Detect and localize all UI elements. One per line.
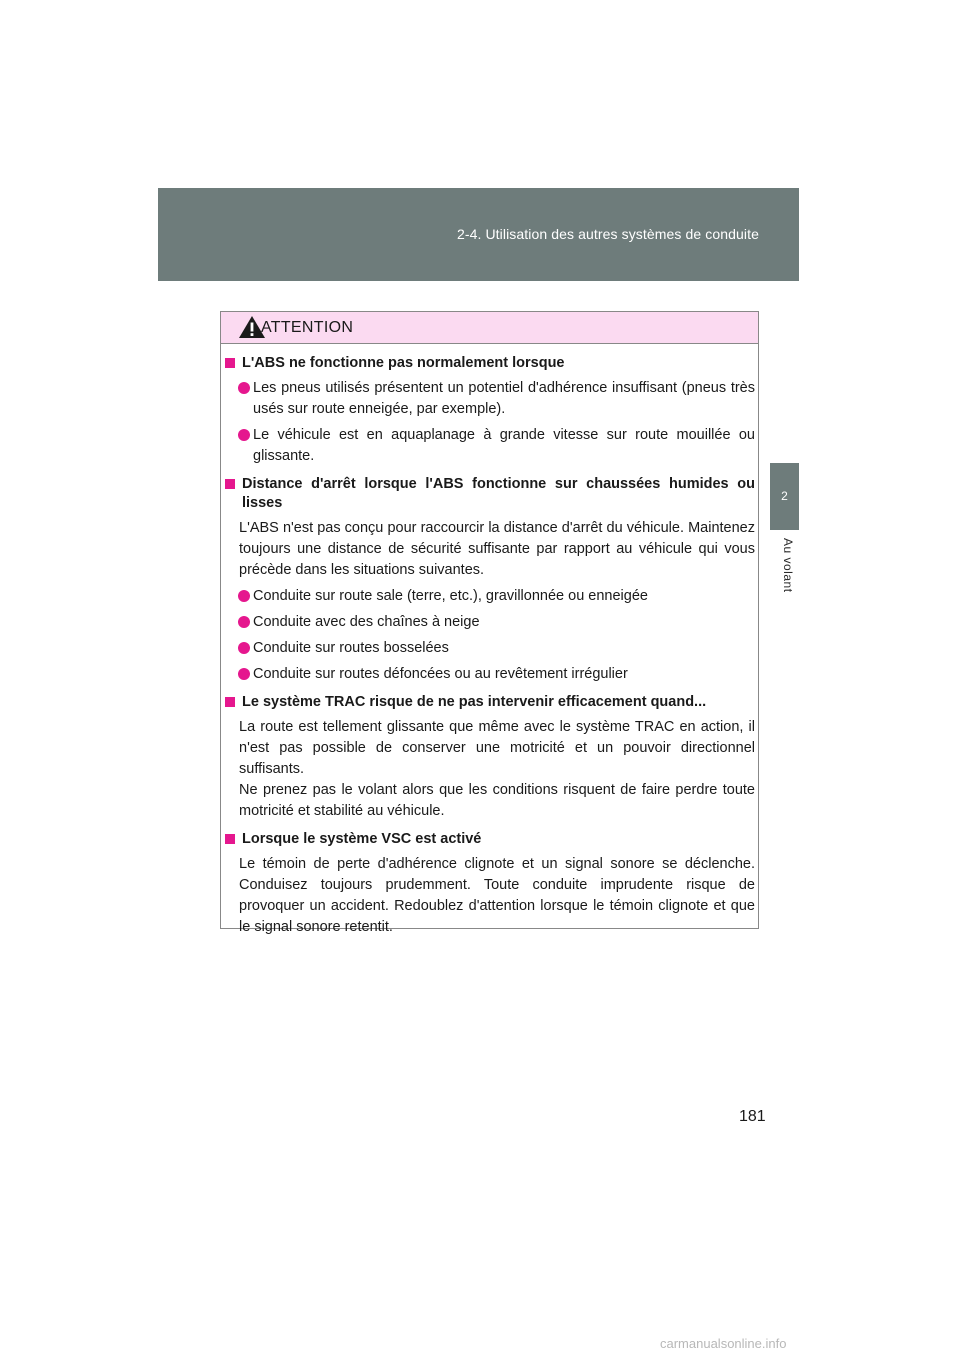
warning-content bbox=[225, 354, 755, 938]
chapter-label: Au volant bbox=[781, 538, 795, 593]
body-paragraph: L'ABS n'est pas conçu pour raccourcir la distance d'arrêt du véhicule. Maintenez toujours une distance de sécurité suffisante par rapport au véhicule qui vous précède dans les situations suivantes. bbox=[239, 520, 755, 578]
list-item: Conduite sur route sale (terre, etc.), gravillonnée ou enneigée bbox=[225, 586, 755, 607]
watermark: carmanualsonline.info bbox=[660, 1336, 787, 1351]
warning-box bbox=[220, 311, 759, 935]
round-bullet-icon bbox=[238, 429, 250, 441]
square-bullet-icon bbox=[225, 834, 235, 844]
section-title: 2-4. Utilisation des autres systèmes de conduite bbox=[456, 226, 759, 242]
chapter-number: 2 bbox=[781, 489, 788, 503]
round-bullet-icon bbox=[238, 616, 250, 628]
list-item: Conduite avec des chaînes à neige bbox=[225, 612, 755, 633]
square-bullet-icon bbox=[225, 479, 235, 489]
warning-title: ATTENTION bbox=[261, 319, 354, 336]
header-band bbox=[158, 188, 799, 281]
round-bullet-icon bbox=[238, 642, 250, 654]
list-item: Les pneus utilisés présentent un potentiel d'adhérence insuffisant (pneus très usés sur route enneigée, par exemple). bbox=[225, 378, 755, 420]
list-item: Le véhicule est en aquaplanage à grande vitesse sur route mouillée ou glissante. bbox=[225, 425, 755, 467]
square-bullet-icon bbox=[225, 697, 235, 707]
body-paragraph: La route est tellement glissante que même avec le système TRAC en action, il n'est pas possible de conserver une motricité et un pouvoir directionnel suffisants. Ne prenez pas le volant alors que les conditions risquent de faire perdre toute motricité et stabilité au véhicule. bbox=[239, 719, 755, 819]
page-number: 181 bbox=[739, 1108, 766, 1125]
round-bullet-icon bbox=[238, 590, 250, 602]
section-heading: Le système TRAC risque de ne pas intervenir efficacement quand... bbox=[225, 693, 755, 712]
chapter-tab bbox=[770, 463, 799, 530]
warning-header bbox=[221, 312, 758, 344]
list-item: Conduite sur routes bosselées bbox=[225, 638, 755, 659]
round-bullet-icon bbox=[238, 668, 250, 680]
square-bullet-icon bbox=[225, 358, 235, 368]
list-item: Conduite sur routes défoncées ou au revêtement irrégulier bbox=[225, 664, 755, 685]
round-bullet-icon bbox=[238, 382, 250, 394]
section-heading: Distance d'arrêt lorsque l'ABS fonctionne sur chaussées humides ou lisses bbox=[225, 475, 755, 513]
section-heading: Lorsque le système VSC est activé bbox=[225, 830, 755, 849]
section-heading: L'ABS ne fonctionne pas normalement lorsque bbox=[225, 354, 755, 373]
body-paragraph: Le témoin de perte d'adhérence clignote et un signal sonore se déclenche. Conduisez toujours prudemment. Toute conduite imprudente risque de provoquer un accident. Redoublez d'attention lorsque le témoin clignote et que le signal sonore retentit. bbox=[239, 856, 755, 935]
